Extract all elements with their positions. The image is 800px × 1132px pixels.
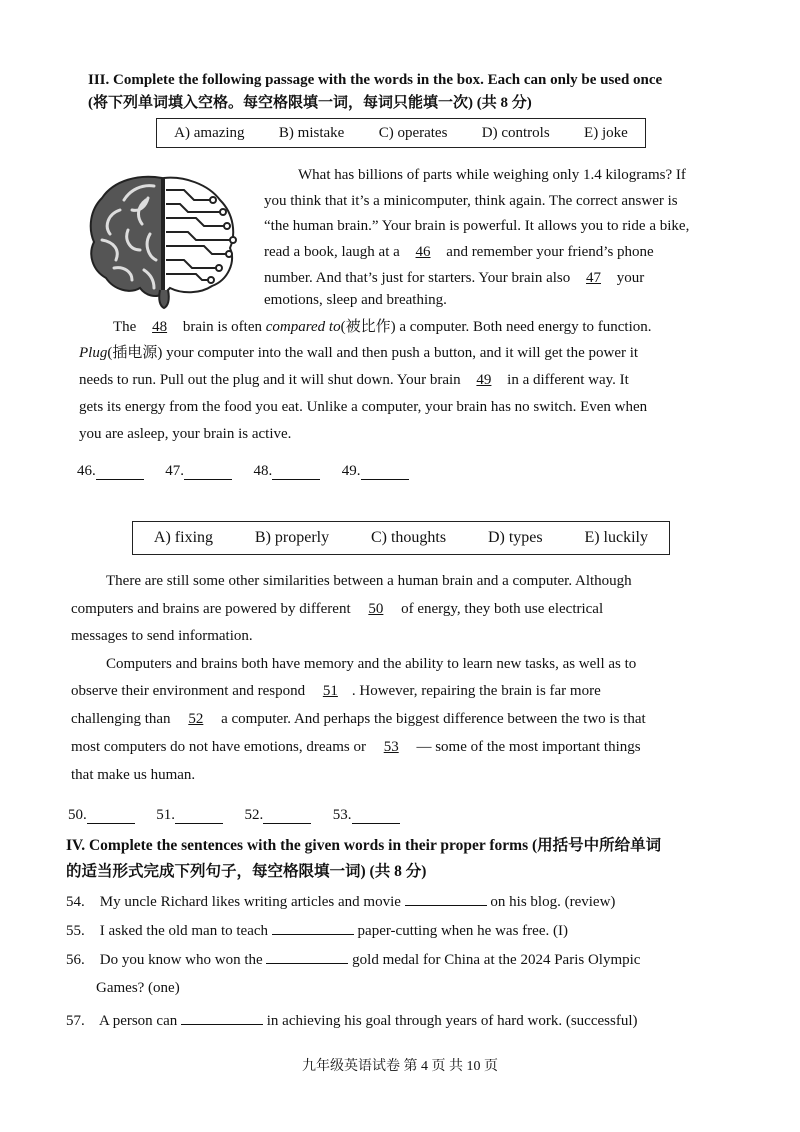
q55-number: 55.	[66, 923, 85, 939]
para1-line3: “the human brain.” Your brain is powerful. It allows you to ride a bike,	[264, 218, 690, 234]
word-box-2	[132, 521, 670, 555]
q57-text-b: in achieving his goal through years of hard work. (successful)	[266, 1013, 638, 1029]
answer-52-label: 52.	[244, 807, 264, 823]
blank-52: 52	[188, 711, 204, 727]
q54-number: 54.	[66, 894, 85, 910]
para2-line3-a: needs to run. Pull out the plug and it will shut down. Your brain	[79, 372, 461, 388]
para2-line4: gets its energy from the food you eat. Unlike a computer, your brain has no switch. Even when	[79, 399, 648, 415]
word-option-e: E) joke	[584, 124, 628, 141]
q55-text-b: paper-cutting when he was free. (I)	[357, 923, 568, 939]
brain-icon	[84, 170, 244, 310]
q54-text-a: My uncle Richard likes writing articles and movie	[99, 894, 401, 910]
word-option-d: D) controls	[481, 124, 550, 141]
question-54	[66, 891, 615, 912]
blank-49: 49	[476, 372, 492, 388]
para3-line2	[71, 599, 603, 619]
section-3-heading: III. Complete the following passage with the words in the box. Each can only be used once	[88, 72, 663, 88]
para3-line1: There are still some other similarities between a human brain and a computer. Although	[106, 573, 632, 589]
answer-52-blank[interactable]	[263, 809, 311, 824]
para3-line2-b: of energy, they both use electrical	[401, 601, 604, 617]
para3-line3: messages to send information.	[71, 628, 253, 644]
para1-line5-b: your	[616, 270, 645, 286]
para1-line4	[264, 242, 654, 262]
answer-53-blank[interactable]	[352, 809, 400, 824]
blank-51: 51	[322, 683, 338, 699]
para4-line4	[71, 737, 641, 757]
para4-line4-b: — some of the most important things	[416, 739, 641, 755]
word-option-b-2: B) properly	[254, 529, 330, 546]
brain-illustration	[84, 170, 244, 310]
q57-blank[interactable]	[181, 1010, 263, 1025]
para2-line1-a: The	[113, 319, 137, 335]
question-56-cont: Games? (one)	[96, 980, 180, 996]
word-option-d-2: D) types	[487, 529, 543, 546]
answer-50-blank[interactable]	[87, 809, 135, 824]
para2-compared-to: compared to	[265, 319, 341, 335]
q55-blank[interactable]	[272, 920, 354, 935]
page-footer: 九年级英语试卷 第 4 页 共 10 页	[302, 1059, 498, 1074]
q55-text-a: I asked the old man to teach	[99, 923, 269, 939]
para2-line5: you are asleep, your brain is active.	[79, 426, 292, 442]
q54-blank[interactable]	[405, 891, 487, 906]
word-option-c-2: C) thoughts	[370, 529, 447, 546]
para4-line3	[71, 709, 646, 729]
para4-line2-a: observe their environment and respond	[71, 683, 306, 699]
word-option-a-2: A) fixing	[153, 529, 214, 546]
answer-53-label: 53.	[332, 807, 352, 823]
section-3-heading-cn: (将下列单词填入空格。每空格限填一词，每词只能填一次) (共 8 分)	[88, 95, 532, 111]
answer-row-2	[68, 807, 400, 824]
word-option-b: B) mistake	[278, 124, 345, 141]
para4-line5: that make us human.	[71, 767, 196, 783]
question-57	[66, 1010, 637, 1031]
para4-line3-b: a computer. And perhaps the biggest difference between the two is that	[221, 711, 646, 727]
q56-text-a: Do you know who won the	[99, 952, 263, 968]
answer-51-blank[interactable]	[175, 809, 223, 824]
word-option-a: A) amazing	[174, 124, 245, 141]
para4-line1: Computers and brains both have memory and the ability to learn new tasks, as well as to	[106, 656, 637, 672]
para4-line2-b: . However, repairing the brain is far more	[351, 683, 601, 699]
blank-48: 48	[152, 319, 168, 335]
para3-line2-a: computers and brains are powered by different	[71, 601, 351, 617]
para1-line4-b: and remember your friend’s phone	[446, 244, 654, 260]
q57-number: 57.	[66, 1013, 85, 1029]
answer-48-blank[interactable]	[272, 465, 320, 480]
para1-line4-a: read a book, laugh at a	[264, 244, 400, 260]
blank-46: 46	[415, 244, 431, 260]
question-56	[66, 949, 640, 970]
answer-46-blank[interactable]	[96, 465, 144, 480]
q54-text-b: on his blog. (review)	[490, 894, 616, 910]
para2-line3-b: in a different way. It	[507, 372, 629, 388]
para1-line5-a: number. And that’s just for starters. Your brain also	[264, 270, 571, 286]
para2-line1	[113, 317, 652, 337]
blank-53: 53	[383, 739, 399, 755]
answer-50-label: 50.	[68, 807, 87, 823]
answer-46-label: 46.	[77, 463, 96, 479]
para2-line2	[79, 343, 638, 363]
answer-47-label: 47.	[165, 463, 184, 479]
para2-plug: Plug	[79, 345, 108, 361]
para4-line4-a: most computers do not have emotions, dreams or	[71, 739, 366, 755]
q56-blank[interactable]	[266, 949, 348, 964]
section-4-heading-cn: 的适当形式完成下列句子，每空格限填一词) (共 8 分)	[66, 863, 427, 880]
q56-text-b: gold medal for China at the 2024 Paris Olympic	[352, 952, 641, 968]
para4-line3-a: challenging than	[71, 711, 171, 727]
word-box-1	[156, 118, 646, 148]
blank-50: 50	[368, 601, 384, 617]
answer-47-blank[interactable]	[184, 465, 232, 480]
word-option-e-2: E) luckily	[584, 529, 648, 546]
q57-text-a: A person can	[98, 1013, 178, 1029]
para1-line5	[264, 268, 644, 288]
blank-47: 47	[585, 270, 601, 286]
para1-line1: What has billions of parts while weighing only 1.4 kilograms? If	[298, 167, 686, 183]
section-4-heading: IV. Complete the sentences with the given words in their proper forms (用括号中所给单词	[66, 837, 662, 854]
para2-line2-b: (插电源) your computer into the wall and then push a button, and it will get the power it	[107, 345, 639, 361]
para1-line2: you think that it’s a minicomputer, think again. The correct answer is	[264, 193, 678, 209]
para2-line3	[79, 370, 629, 390]
para2-line1-b: brain is often	[182, 319, 262, 335]
q56-number: 56.	[66, 952, 85, 968]
word-option-c: C) operates	[378, 124, 448, 141]
answer-49-label: 49.	[341, 463, 361, 479]
para1-line6: emotions, sleep and breathing.	[264, 292, 447, 308]
question-55	[66, 920, 568, 941]
para4-line2	[71, 681, 601, 701]
answer-48-label: 48.	[253, 463, 273, 479]
answer-49-blank[interactable]	[361, 465, 409, 480]
answer-row-1	[77, 463, 409, 480]
para2-line1-c: (被比作) a computer. Both need energy to function.	[340, 319, 652, 335]
answer-51-label: 51.	[156, 807, 175, 823]
